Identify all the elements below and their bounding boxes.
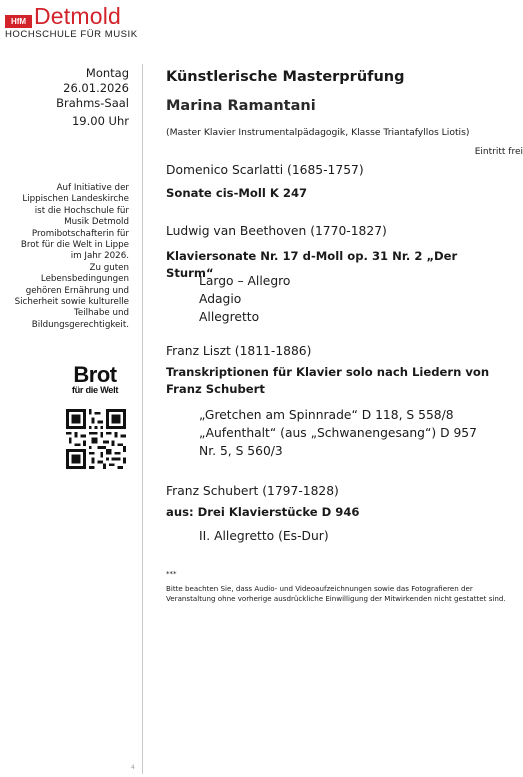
movement: II. Allegretto (Es-Dur): [199, 529, 329, 543]
hfm-detmold-logo: [5, 3, 145, 40]
work-title: aus: Drei Klavierstücke D 946: [166, 505, 360, 519]
movement: Allegretto: [199, 310, 260, 324]
logo-badge: HfM: [5, 15, 32, 28]
logo-subtitle: HOCHSCHULE FÜR MUSIK: [5, 29, 138, 40]
movement: Nr. 5, S 560/3: [199, 444, 283, 458]
qr-code-icon[interactable]: [66, 409, 126, 469]
event-info: [0, 66, 129, 129]
initiative-line: Bildungsgerechtigkeit.: [31, 319, 129, 330]
brot-fuer-die-welt-logo: [62, 364, 128, 395]
movement-list: [199, 406, 477, 460]
initiative-line: Sicherheit sowie kulturelle: [14, 297, 129, 308]
performer-name: Marina Ramantani: [166, 98, 316, 114]
event-date: 26.01.2026: [63, 81, 129, 95]
initiative-line: im Jahr 2026.: [70, 251, 129, 262]
recording-notice: Bitte beachten Sie, dass Audio- und Videoaufzeichnungen sowie das Fotografieren der Veranstaltung ohne vorherige ausdrückliche Einwilligung der Mitwirkenden nicht gestattet sind.: [166, 584, 506, 603]
initiative-line: Zu guten: [89, 262, 129, 273]
brot-logo-sub: für die Welt: [71, 385, 119, 395]
movement-list: [199, 527, 329, 545]
composer-name: Ludwig van Beethoven (1770-1827): [166, 224, 387, 238]
entry-info: Eintritt frei: [474, 147, 523, 157]
movement-list: [199, 272, 290, 326]
separator: ***: [166, 570, 177, 578]
program-note: (Master Klavier Instrumentalpädagogik, Klasse Triantafyllos Liotis): [166, 127, 470, 138]
column-divider: [142, 64, 143, 774]
event-day: Montag: [85, 66, 129, 80]
movement: Largo – Allegro: [199, 274, 291, 288]
initiative-line: Lippischen Landeskirche: [22, 194, 129, 205]
movement: „Aufenthalt“ (aus „Schwanengesang“) D 957: [199, 426, 477, 440]
composer-name: Franz Liszt (1811-1886): [166, 344, 312, 358]
work-title: Klaviersonate Nr. 17 d-Moll op. 31 Nr. 2 „Der Sturm“: [166, 249, 458, 280]
composer-name: Domenico Scarlatti (1685-1757): [166, 163, 364, 177]
initiative-line: Teilhabe und: [74, 308, 129, 319]
work-title: Transkriptionen für Klavier solo nach Liedern von Franz Schubert: [166, 365, 490, 396]
event-venue: Brahms-Saal: [56, 96, 129, 110]
initiative-line: Musik Detmold: [64, 217, 129, 228]
page-title: Künstlerische Masterprüfung: [166, 69, 405, 85]
page-number: 4: [131, 764, 135, 771]
composer-name: Franz Schubert (1797-1828): [166, 484, 339, 498]
initiative-line: Auf Initiative der: [56, 183, 129, 193]
initiative-line: Lebensbedingungen: [40, 274, 129, 285]
event-time: 19.00 Uhr: [71, 114, 129, 128]
initiative-line: ist die Hochschule für: [34, 205, 129, 216]
work-title: Sonate cis-Moll K 247: [166, 186, 308, 200]
logo-name: Detmold: [34, 3, 122, 29]
movement: „Gretchen am Spinnrade“ D 118, S 558/8: [199, 408, 454, 422]
initiative-line: Brot für die Welt in Lippe: [20, 240, 129, 251]
brot-logo-word: Brot: [73, 362, 117, 387]
initiative-text: [0, 183, 129, 331]
movement: Adagio: [199, 292, 242, 306]
initiative-line: Promibotschafterin für: [31, 228, 129, 239]
initiative-line: gehören Ernährung und: [25, 285, 129, 296]
